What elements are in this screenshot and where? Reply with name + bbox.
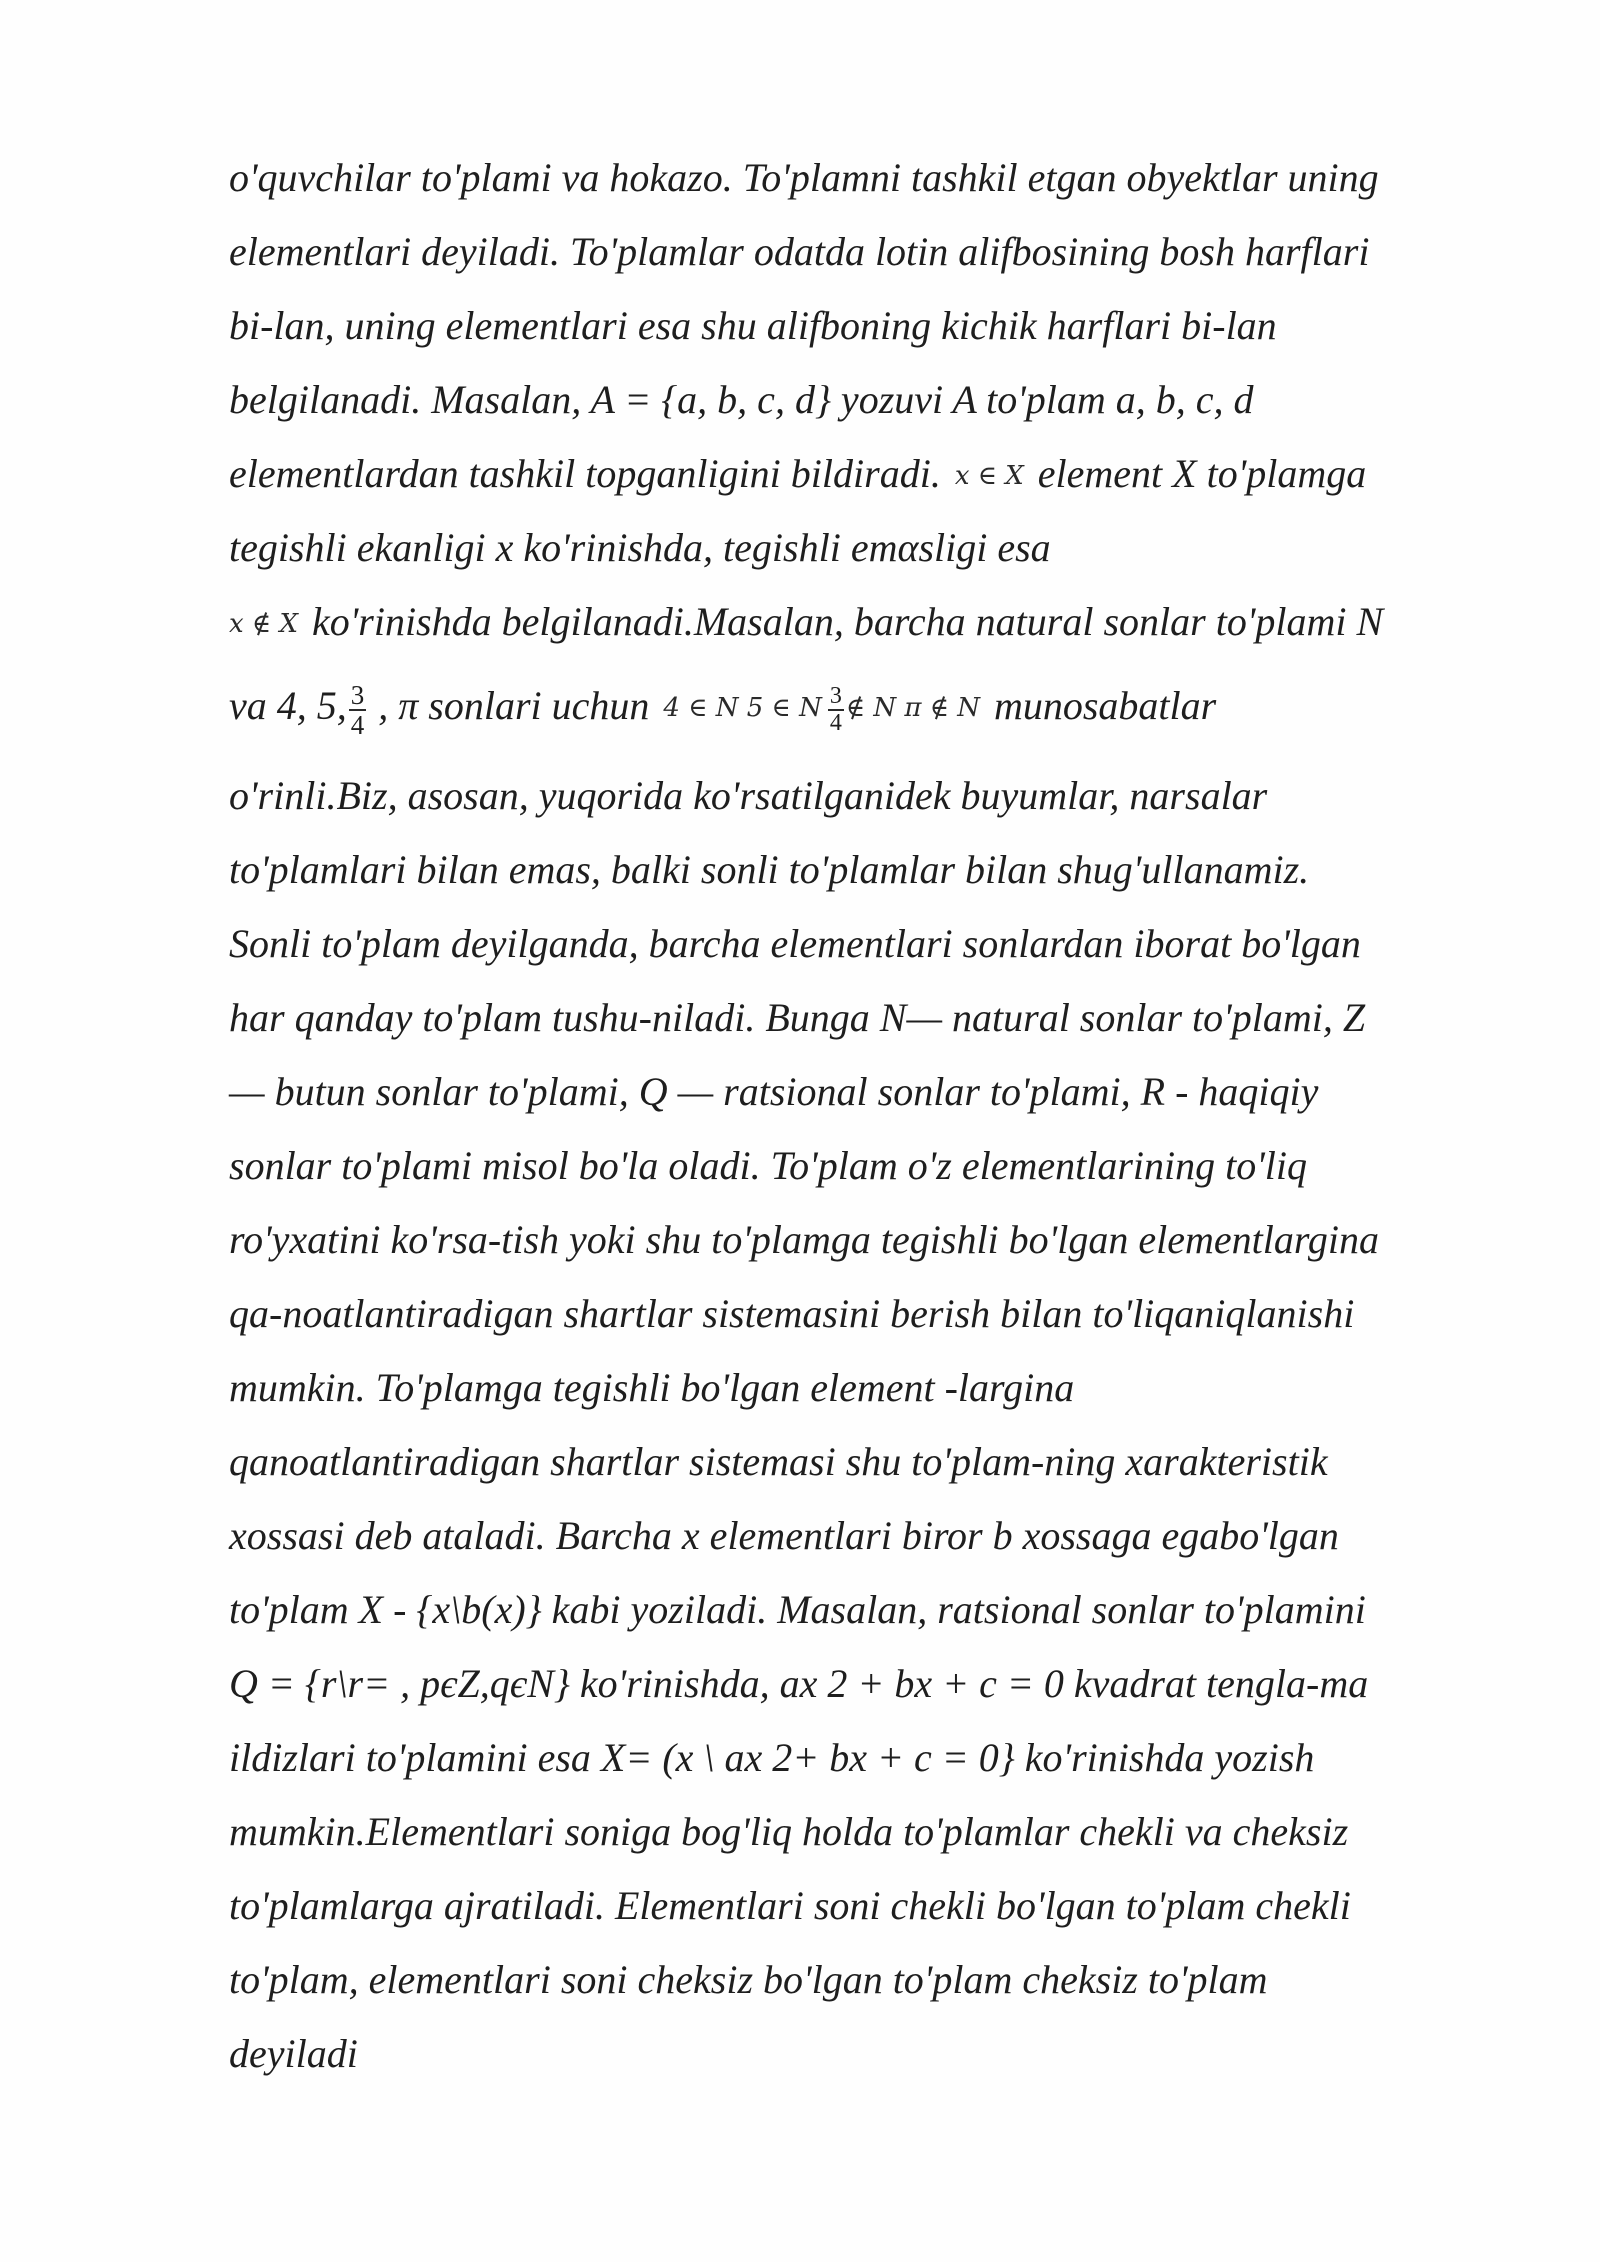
- text-line: mumkin. To'plamga tegishli bo'lgan element -largina: [229, 1365, 1075, 1410]
- text-line: ro'yxatini ko'rsa-tish yoki shu to'plamga tegishli bo'lgan elementlargina: [229, 1217, 1380, 1262]
- text-line: xossasi deb ataladi. Barcha x elementlari biror b xossaga egabo'lgan: [229, 1513, 1339, 1558]
- text-line: to'plam X - {x\b(x)} kabi yoziladi. Masalan, ratsional sonlar to'plamini: [229, 1587, 1366, 1632]
- text-line: har qanday to'plam tushu-niladi. Bunga N— natural sonlar to'plami, Z: [229, 995, 1366, 1040]
- text-line: to'plam, elementlari soni cheksiz bo'lgan to'plam cheksiz to'plam: [229, 1957, 1268, 2002]
- text-line: ildizlari to'plamini esa X= (x \ ax 2+ bx + c = 0} ko'rinishda yozish: [229, 1735, 1315, 1780]
- text-line: elementlari deyiladi. To'plamlar odatda lotin alifbosining bosh harflari: [229, 229, 1370, 274]
- text-line: to'plamlari bilan emas, balki sonli to'plamlar bilan shug'ullanamiz.: [229, 847, 1310, 892]
- text-line: Sonli to'plam deyilganda, barcha elementlari sonlardan iborat bo'lgan: [229, 921, 1361, 966]
- text-line: tegishli ekanligi x ko'rinishda, tegishli emαsligi esa: [229, 525, 1051, 570]
- fraction-three-quarters: [828, 684, 844, 736]
- text-line: [229, 444, 1489, 518]
- text-run: va 4, 5,: [229, 683, 347, 728]
- text-line-with-fractions: [229, 666, 1489, 766]
- text-line: o'quvchilar to'plami va hokazo. To'plamni tashkil etgan obyektlar uning: [229, 155, 1379, 200]
- fraction-numerator: 3: [829, 682, 842, 709]
- fraction-numerator: 3: [350, 679, 365, 710]
- text-line: Q = {r\r= , pєZ,qєN} ko'rinishda, ax 2 + bx + c = 0 kvadrat tengla-ma: [229, 1661, 1369, 1706]
- text-line: sonlar to'plami misol bo'la oladi. To'plam o'z elementlarining to'liq: [229, 1143, 1308, 1188]
- text-line: deyiladi: [229, 2031, 358, 2076]
- fraction-denominator: 4: [829, 709, 842, 736]
- text-run: element X to'plamga: [1037, 451, 1367, 496]
- text-line: [229, 592, 1489, 666]
- math-not-element-of: x ∉ X: [229, 609, 298, 639]
- fraction-three-quarters: [349, 681, 367, 739]
- text-run: munosabatlar: [993, 683, 1217, 728]
- text-line: to'plamlarga ajratiladi. Elementlari soni chekli bo'lgan to'plam chekli: [229, 1883, 1351, 1928]
- math-membership: 4 ∈ N 5 ∈ N: [663, 693, 822, 723]
- body-text: [229, 148, 1489, 2098]
- math-element-of: x ∈ X: [954, 461, 1024, 491]
- text-line: o'rinli.Biz, asosan, yuqorida ko'rsatilganidek buyumlar, narsalar: [229, 773, 1268, 818]
- text-line: — butun sonlar to'plami, Q — ratsional sonlar to'plami, R - haqiqiy: [229, 1069, 1319, 1114]
- text-run: elementlardan tashkil topganligini bildiradi.: [229, 451, 941, 496]
- text-line: belgilanadi. Masalan, A = {a, b, c, d} yozuvi A to'plam a, b, c, d: [229, 377, 1254, 422]
- math-non-membership: ∉ N π ∉ N: [845, 693, 980, 723]
- text-line: qa-noatlantiradigan shartlar sistemasini berish bilan to'liqaniqlanishi: [229, 1291, 1355, 1336]
- text-line: bi-lan, uning elementlari esa shu alifboning kichik harflari bi-lan: [229, 303, 1277, 348]
- fraction-denominator: 4: [350, 709, 365, 740]
- text-run: ko'rinishda belgilanadi.Masalan, barcha natural sonlar to'plami N: [311, 599, 1384, 644]
- text-run: , π sonlari uchun: [378, 683, 650, 728]
- text-line: mumkin.Elementlari soniga bog'liq holda to'plamlar chekli va cheksiz: [229, 1809, 1349, 1854]
- text-line: qanoatlantiradigan shartlar sistemasi shu to'plam-ning xarakteristik: [229, 1439, 1328, 1484]
